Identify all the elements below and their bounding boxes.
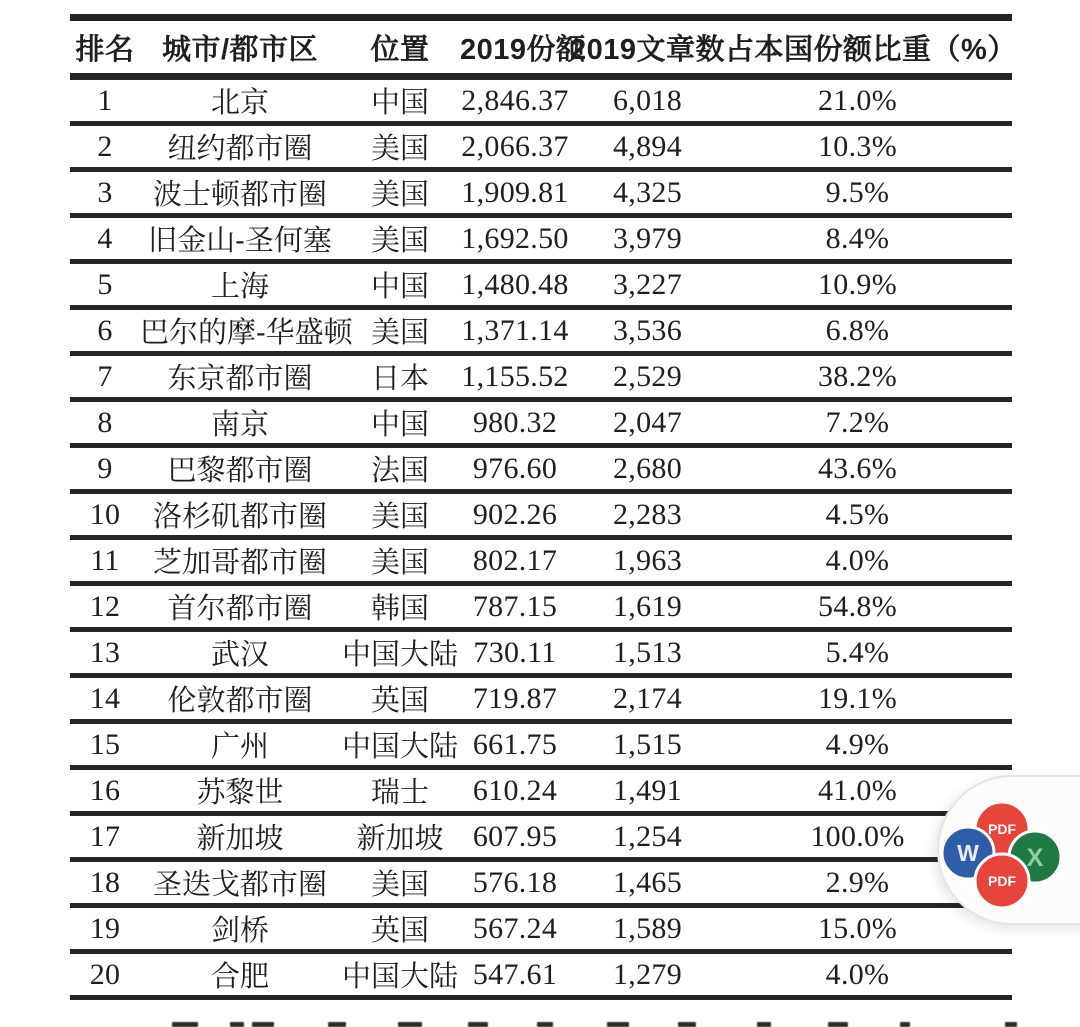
cell-share: 547.61 [460, 952, 570, 998]
pdf-badge-top-label: PDF [988, 821, 1016, 837]
cell-share: 661.75 [460, 722, 570, 768]
cell-city: 芝加哥都市圈 [140, 538, 340, 584]
cell-city: 上海 [140, 262, 340, 308]
cell-rank: 15 [70, 722, 140, 768]
cell-articles: 1,589 [570, 906, 725, 952]
cell-city: 剑桥 [140, 906, 340, 952]
cell-percent: 7.2% [725, 400, 1012, 446]
cell-rank: 6 [70, 308, 140, 354]
cell-share: 567.24 [460, 906, 570, 952]
cell-articles: 2,283 [570, 492, 725, 538]
cell-location: 美国 [340, 124, 460, 170]
cell-articles: 3,979 [570, 216, 725, 262]
cell-share: 730.11 [460, 630, 570, 676]
table-row [70, 952, 1012, 998]
cell-city: 武汉 [140, 630, 340, 676]
cell-location: 中国 [340, 77, 460, 124]
cell-articles: 3,536 [570, 308, 725, 354]
cell-share: 607.95 [460, 814, 570, 860]
cell-percent: 4.5% [725, 492, 1012, 538]
table-row [70, 262, 1012, 308]
cell-rank: 13 [70, 630, 140, 676]
cell-city: 巴黎都市圈 [140, 446, 340, 492]
table-row [70, 446, 1012, 492]
cell-city: 新加坡 [140, 814, 340, 860]
cell-location: 中国大陆 [340, 722, 460, 768]
cell-percent: 6.8% [725, 308, 1012, 354]
cell-location: 日本 [340, 354, 460, 400]
cell-percent: 100.0% [725, 814, 1012, 860]
cell-percent: 19.1% [725, 676, 1012, 722]
cell-articles: 6,018 [570, 77, 725, 124]
table-row [70, 630, 1012, 676]
cell-share: 719.87 [460, 676, 570, 722]
cell-rank: 11 [70, 538, 140, 584]
cell-rank: 17 [70, 814, 140, 860]
cell-share: 976.60 [460, 446, 570, 492]
cell-city: 纽约都市圈 [140, 124, 340, 170]
table-row [70, 722, 1012, 768]
cell-rank: 7 [70, 354, 140, 400]
cell-percent: 4.9% [725, 722, 1012, 768]
col-header-national-share: 占本国份额比重（%） [725, 18, 1012, 77]
cell-rank: 10 [70, 492, 140, 538]
cell-percent: 4.0% [725, 538, 1012, 584]
cell-location: 法国 [340, 446, 460, 492]
cell-share: 802.17 [460, 538, 570, 584]
cell-location: 瑞士 [340, 768, 460, 814]
col-header-location: 位置 [340, 18, 460, 77]
cell-city: 首尔都市圈 [140, 584, 340, 630]
cell-rank: 12 [70, 584, 140, 630]
cell-rank: 14 [70, 676, 140, 722]
cell-percent: 8.4% [725, 216, 1012, 262]
cell-rank: 19 [70, 906, 140, 952]
table-row [70, 676, 1012, 722]
cell-share: 787.15 [460, 584, 570, 630]
cell-city: 波士顿都市圈 [140, 170, 340, 216]
table-row [70, 170, 1012, 216]
cell-share: 610.24 [460, 768, 570, 814]
cell-rank: 1 [70, 77, 140, 124]
excel-badge-label: X [1026, 844, 1044, 872]
cell-articles: 4,894 [570, 124, 725, 170]
cell-location: 美国 [340, 170, 460, 216]
cell-city: 旧金山-圣何塞 [140, 216, 340, 262]
col-header-rank: 排名 [70, 18, 140, 77]
cell-city: 洛杉矶都市圈 [140, 492, 340, 538]
table-row [70, 538, 1012, 584]
cell-articles: 2,529 [570, 354, 725, 400]
cell-articles: 1,279 [570, 952, 725, 998]
cell-percent: 54.8% [725, 584, 1012, 630]
cell-percent: 2.9% [725, 860, 1012, 906]
table-row [70, 768, 1012, 814]
table-row [70, 814, 1012, 860]
cell-location: 美国 [340, 492, 460, 538]
cell-rank: 4 [70, 216, 140, 262]
cell-articles: 1,465 [570, 860, 725, 906]
cell-location: 美国 [340, 216, 460, 262]
cell-city: 巴尔的摩-华盛顿 [140, 308, 340, 354]
cell-percent: 43.6% [725, 446, 1012, 492]
pdf-converter-logo [939, 777, 1080, 927]
cell-percent: 10.9% [725, 262, 1012, 308]
cell-location: 韩国 [340, 584, 460, 630]
cell-city: 圣迭戈都市圈 [140, 860, 340, 906]
table-row [70, 860, 1012, 906]
cell-share: 902.26 [460, 492, 570, 538]
cell-city: 苏黎世 [140, 768, 340, 814]
header-row [70, 18, 1012, 77]
pdf-converter-watermark [937, 775, 1080, 925]
cutoff-text-remnant [0, 1021, 1080, 1027]
cell-share: 1,909.81 [460, 170, 570, 216]
cell-rank: 5 [70, 262, 140, 308]
table-row [70, 906, 1012, 952]
table-row [70, 354, 1012, 400]
city-ranking-table [70, 14, 1017, 1000]
cell-share: 1,155.52 [460, 354, 570, 400]
cell-rank: 3 [70, 170, 140, 216]
cell-percent: 15.0% [725, 906, 1012, 952]
cell-share: 576.18 [460, 860, 570, 906]
cell-percent: 41.0% [725, 768, 1012, 814]
cell-rank: 8 [70, 400, 140, 446]
cell-percent: 21.0% [725, 77, 1012, 124]
cell-rank: 20 [70, 952, 140, 998]
cell-articles: 3,227 [570, 262, 725, 308]
table-row [70, 584, 1012, 630]
cell-location: 美国 [340, 308, 460, 354]
table-row [70, 77, 1012, 124]
cell-share: 1,480.48 [460, 262, 570, 308]
cell-percent: 38.2% [725, 354, 1012, 400]
cell-percent: 4.0% [725, 952, 1012, 998]
cell-percent: 10.3% [725, 124, 1012, 170]
cell-location: 中国 [340, 262, 460, 308]
cell-location: 美国 [340, 538, 460, 584]
table-row [70, 308, 1012, 354]
cell-location: 英国 [340, 906, 460, 952]
cell-location: 中国 [340, 400, 460, 446]
cell-articles: 1,963 [570, 538, 725, 584]
cell-share: 980.32 [460, 400, 570, 446]
table-body [70, 77, 1012, 998]
cell-location: 英国 [340, 676, 460, 722]
cell-articles: 1,254 [570, 814, 725, 860]
cell-articles: 2,680 [570, 446, 725, 492]
cell-city: 北京 [140, 77, 340, 124]
cell-location: 中国大陆 [340, 630, 460, 676]
table-row [70, 124, 1012, 170]
cell-city: 东京都市圈 [140, 354, 340, 400]
cell-city: 合肥 [140, 952, 340, 998]
cell-articles: 2,047 [570, 400, 725, 446]
cell-share: 2,066.37 [460, 124, 570, 170]
cell-share: 1,692.50 [460, 216, 570, 262]
cell-articles: 1,513 [570, 630, 725, 676]
cell-percent: 9.5% [725, 170, 1012, 216]
col-header-articles: 2019文章数 [570, 18, 725, 77]
table-row [70, 492, 1012, 538]
cell-city: 伦敦都市圈 [140, 676, 340, 722]
table-row [70, 400, 1012, 446]
word-badge-label: W [957, 840, 979, 866]
cell-rank: 16 [70, 768, 140, 814]
cell-percent: 5.4% [725, 630, 1012, 676]
table-row [70, 216, 1012, 262]
cell-articles: 1,491 [570, 768, 725, 814]
cell-articles: 1,619 [570, 584, 725, 630]
pdf-badge-bottom-label: PDF [988, 873, 1016, 889]
cell-location: 中国大陆 [340, 952, 460, 998]
col-header-city: 城市/都市区 [140, 18, 340, 77]
cell-articles: 1,515 [570, 722, 725, 768]
cell-location: 新加坡 [340, 814, 460, 860]
cell-city: 南京 [140, 400, 340, 446]
cell-articles: 4,325 [570, 170, 725, 216]
cell-share: 1,371.14 [460, 308, 570, 354]
cell-share: 2,846.37 [460, 77, 570, 124]
col-header-share: 2019份额 [460, 18, 570, 77]
cell-articles: 2,174 [570, 676, 725, 722]
cell-rank: 18 [70, 860, 140, 906]
cell-city: 广州 [140, 722, 340, 768]
cell-rank: 9 [70, 446, 140, 492]
cell-rank: 2 [70, 124, 140, 170]
cell-location: 美国 [340, 860, 460, 906]
